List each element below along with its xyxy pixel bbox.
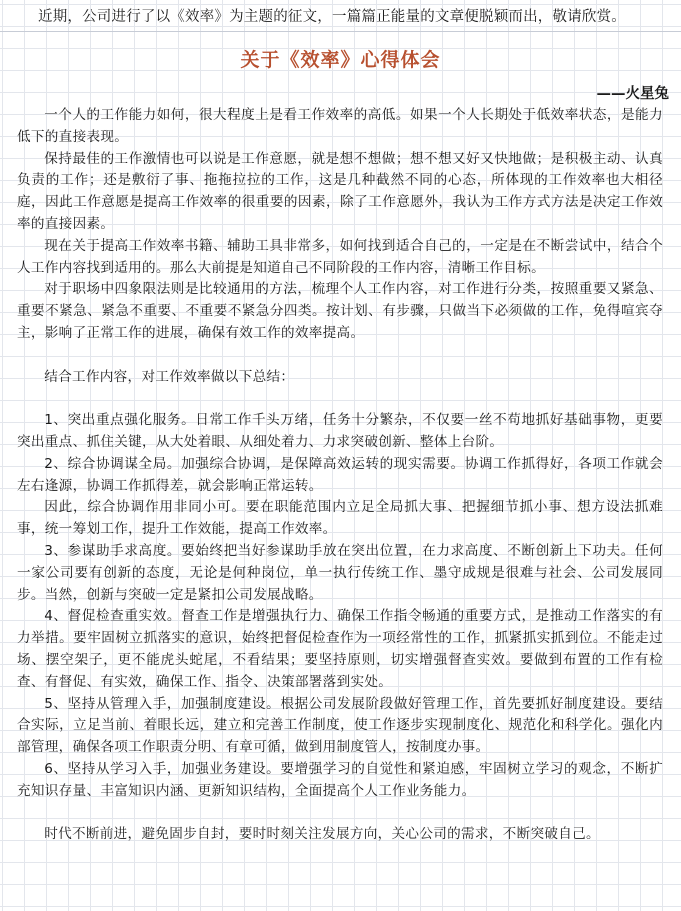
article-paragraph: 一个人的工作能力如何，很大程度上是看工作效率的高低。如果一个人长期处于低效率状态，是能力低下的直接表现。	[17, 107, 663, 145]
article-author: ——火星兔	[596, 86, 669, 102]
article-paragraph: 结合工作内容，对工作效率做以下总结：	[44, 368, 295, 385]
paragraph-gap	[17, 388, 663, 410]
article-paragraph: 时代不断前进，避免固步自封，要时时刻关注发展方向，关心公司的需求，不断突破自己。	[44, 826, 600, 843]
article-paragraph: 因此，综合协调作用非同小可。要在职能范围内立足全局抓大事、把握细节抓小事、想方设法抓难事，统一筹划工作，提升工作效能，提高工作效率。	[17, 499, 663, 538]
article-body	[17, 105, 663, 846]
article-paragraph: 5、坚持从管理入手，加强制度建设。根据公司发展阶段做好管理工作，首先要抓好制度建设。要结合实际，立足当前、着眼长远，建立和完善工作制度，使工作逐步实现制度化、规范化和科学化。强化内部管理，确保各项工作职责分明、有章可循，做到用制度管人，按制度办事。	[17, 695, 663, 756]
article-title: 关于《效率》心得体会	[240, 49, 441, 71]
article-paragraph: 6、坚持从学习入手，加强业务建设。要增强学习的自觉性和紧迫感，牢固树立学习的观念，不断扩充知识存量、丰富知识内涵、更新知识结构，全面提高个人工作业务能力。	[17, 760, 663, 799]
article-paragraph: 对于职场中四象限法则是比较通用的方法，梳理个人工作内容，对工作进行分类，按照重要又紧急、重要不紧急、紧急不重要、不重要不紧急分四类。按计划、有步骤，只做当下必须做的工作，免得喧宾夺主，影响了正常工作的进展，确保有效工作的效率提高。	[17, 281, 663, 341]
article-paragraph: 保持最佳的工作激情也可以说是工作意愿，就是想不想做；想不想又好又快地做；是积极主动、认真负责的工作；还是敷衍了事、拖拖拉拉的工作，这是几种截然不同的心态，所体现的工作效率也大相径庭，因此工作意愿是提高工作效率的很重要的因素，除了工作意愿外，我认为工作方式方法是决定工作效率的直接因素。	[17, 150, 663, 232]
paragraph-gap	[17, 803, 663, 825]
intro-text: 近期，公司进行了以《效率》为主题的征文，一篇篇正能量的文章便脱颖而出，敬请欣赏。	[38, 9, 626, 25]
article-paragraph: 3、参谋助手求高度。要始终把当好参谋助手放在突出位置，在力求高度、不断创新上下功夫。任何一家公司要有创新的态度，无论是何种岗位，单一执行传统工作、墨守成规是很难与社会、公司发展同步。当然，创新与突破一定是紧扣公司发展战略。	[17, 542, 663, 603]
paragraph-gap	[17, 345, 663, 367]
article-paragraph: 2、综合协调谋全局。加强综合协调，是保障高效运转的现实需要。协调工作抓得好，各项工作就会左右逢源，协调工作抓得差，就会影响正常运转。	[17, 455, 663, 494]
article-paragraph: 4、督促检查重实效。督查工作是增强执行力、确保工作指令畅通的重要方式，是推动工作落实的有力举措。要牢固树立抓落实的意识，始终把督促检查作为一项经常性的工作，抓紧抓实抓到位。不能走过场、摆空架子，更不能虎头蛇尾，不看结果；要坚持原则，切实增强督查实效。要做到布置的工作有检查、有督促、有实效，确保工作、指令、决策部署落到实处。	[17, 608, 663, 690]
article-paragraph: 现在关于提高工作效率书籍、辅助工具非常多，如何找到适合自己的，一定是在不断尝试中，结合个人工作内容找到适用的。那么大前提是知道自己不同阶段的工作内容，清晰工作目标。	[17, 237, 663, 276]
article-paragraph: 1、突出重点强化服务。日常工作千头万绪，任务十分繁杂，不仅要一丝不苟地抓好基础事物，更要突出重点、抓住关键，从大处着眼、从细处着力、力求突破创新、整体上台阶。	[17, 412, 663, 450]
divider	[0, 31, 681, 32]
